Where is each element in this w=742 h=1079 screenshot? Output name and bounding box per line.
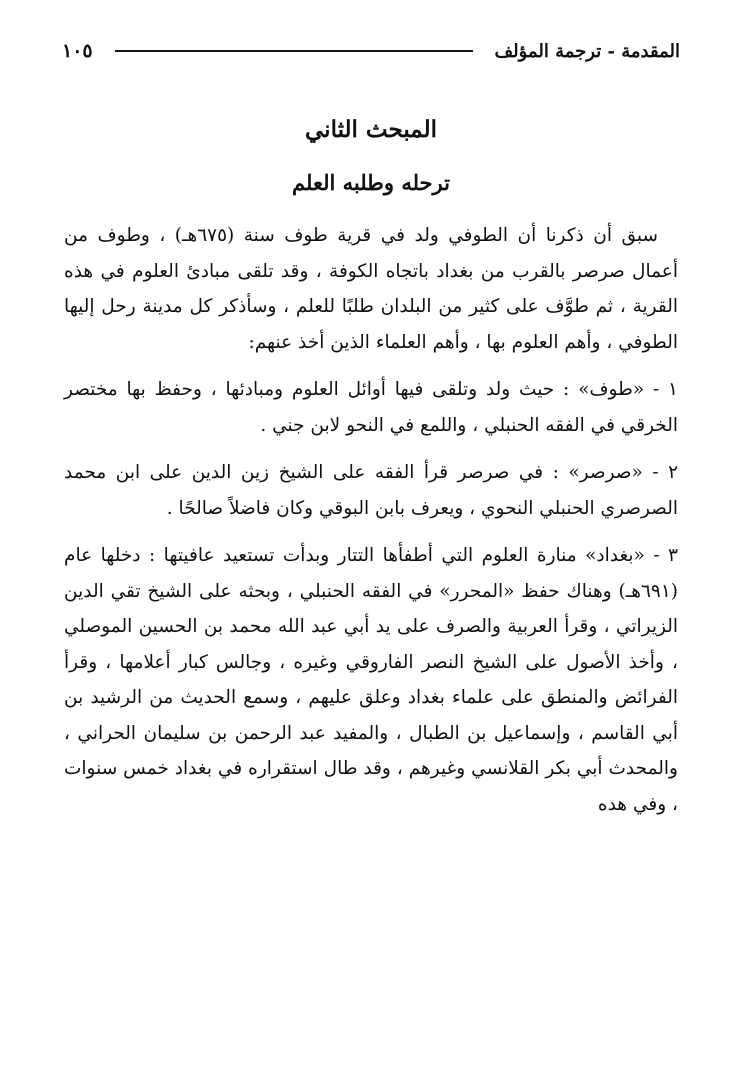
list-item bbox=[64, 372, 678, 443]
header-rule bbox=[115, 50, 473, 52]
item-number: ٣ - bbox=[653, 545, 678, 566]
item-text: «طوف» : حيث ولد وتلقى فيها أوائل العلوم ومبادئها ، وحفظ بها مختصر الخرقي في الفقه الحنبلي ، واللمع في النحو لابن جني . bbox=[64, 379, 678, 436]
page-header bbox=[62, 34, 680, 68]
body-text bbox=[64, 218, 678, 834]
item-text: «بغداد» منارة العلوم التي أطفأها التتار وبدأت تستعيد عافيتها : دخلها عام (٦٩١هـ) وهناك حفظ «المحرر» في الفقه الحنبلي ، وبحثه على الشيخ تقي الدين الزيراتي ، وقرأ العربية والصرف على يد أبي عبد الله محمد بن الحسين الموصلي ، وأخذ الأصول على الشيخ النصر الفاروقي وغيره ، وجالس كبار أعلامها ، وقرأ الفرائض والمنطق على علماء بغداد وعلق عليهم ، وسمع الحديث من الرشيد بن أبي القاسم ، وإسماعيل بن الطبال ، والمفيد عبد الرحمن بن سليمان الحراني ، والمحدث أبي بكر القلانسي وغيرهم ، وقد طال استقراره في بغداد خمس سنوات ، وفي هده bbox=[64, 545, 678, 815]
intro-paragraph: سبق أن ذكرنا أن الطوفي ولد في قرية طوف سنة (٦٧٥هـ) ، وطوف من أعمال صرصر بالقرب من بغداد باتجاه الكوفة ، وقد تلقى مبادئ العلوم في هذه القرية ، ثم طوَّف على كثير من البلدان طلبًا للعلم ، وسأذكر كل مدينة رحل إليها الطوفي ، وأهم العلوم بها ، وأهم العلماء الذين أخذ عنهم: bbox=[64, 225, 678, 353]
list-item bbox=[64, 455, 678, 526]
section-title: المبحث الثاني bbox=[305, 116, 437, 143]
item-text: «صرصر» : في صرصر قرأ الفقه على الشيخ زين الدين على ابن محمد الصرصري الحنبلي النحوي ، ويعرف بابن البوقي وكان فاضلاً صالحًا . bbox=[64, 462, 678, 519]
item-number: ٢ - bbox=[652, 462, 678, 483]
running-head: المقدمة - ترجمة المؤلف bbox=[494, 40, 680, 62]
page-number: ١٠٥ bbox=[62, 40, 93, 62]
chapter-title: ترحله وطلبه العلم bbox=[292, 170, 450, 195]
list-item bbox=[64, 538, 678, 822]
item-number: ١ - bbox=[652, 379, 678, 400]
